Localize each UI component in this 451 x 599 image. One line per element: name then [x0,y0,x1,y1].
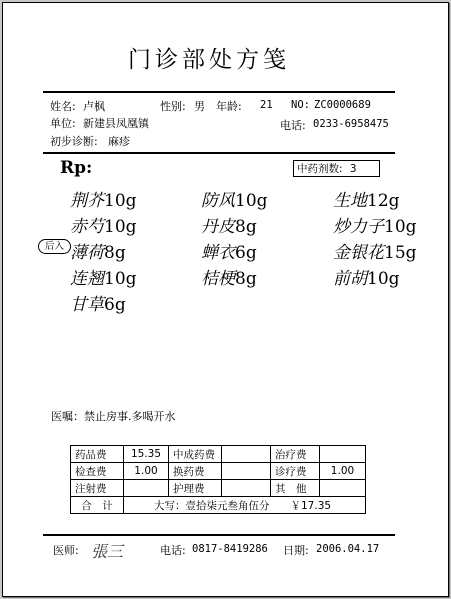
herb-name: 蝉衣 [201,243,235,263]
herb-amount: 10g [235,191,268,211]
herb-amount: 6g [104,295,126,315]
date-label: 日期: [283,544,309,557]
dose-count-value: 3 [349,163,357,175]
herb-item [333,238,417,263]
herb-amount: 8g [235,269,257,289]
fee-label: 检查费 [71,463,124,480]
date: 2006.04.17 [316,543,380,555]
unit-label: 单位: [50,117,76,130]
doctor-label: 医师: [53,544,79,557]
herb-name: 生地 [333,191,367,211]
patient-phone: 0233-6958475 [313,118,389,130]
herb-amount: 8g [104,243,126,263]
herb-name: 甘草 [70,295,104,315]
dose-count-label: 中药剂数: [297,163,343,175]
fee-value [320,480,366,497]
herb-amount: 6g [235,243,257,263]
fee-row [71,463,366,480]
later-add-note: 后入 [38,239,71,254]
fee-row [71,446,366,463]
herb-item [201,186,268,211]
herb-name: 赤芍 [70,217,104,237]
fee-row [71,480,366,497]
herb-item [70,238,126,263]
rp-label: Rp: [60,158,93,178]
herb-name: 金银花 [333,243,384,263]
fee-value [320,446,366,463]
fee-value [222,480,271,497]
age-label: 年龄: [216,100,242,113]
herb-amount: 10g [384,217,417,237]
fee-value [222,463,271,480]
doctor-signature: 張三 [91,542,124,561]
info-rule [43,152,395,154]
herb-amount: 8g [235,217,257,237]
herb-item [333,264,400,289]
fee-label: 护理费 [169,480,222,497]
herb-name: 荆芥 [70,191,104,211]
herb-name: 丹皮 [201,217,235,237]
fee-value [222,446,271,463]
herb-item [201,212,257,237]
page-title: 门诊部处方笺 [128,47,290,73]
doctor-advice: 医嘱：禁止房事.多喝开水 [51,410,176,423]
herb-name: 防风 [201,191,235,211]
footer-phone-label: 电话: [160,544,186,557]
no-label: NO: [291,99,310,111]
record-number: ZC0000689 [314,99,371,111]
patient-gender: 男 [194,100,205,113]
phone-label: 电话: [280,119,306,132]
fee-value: 1.00 [320,463,366,480]
footer-phone: 0817-8419286 [192,543,268,555]
herb-amount: 10g [104,217,137,237]
fee-label: 换药费 [169,463,222,480]
herb-amount: 15g [384,243,417,263]
fee-value [124,480,169,497]
herb-item [70,264,137,289]
fee-value: 1.00 [124,463,169,480]
herb-item [333,212,417,237]
herb-name: 连翘 [70,269,104,289]
herb-amount: 10g [367,269,400,289]
patient-name: 卢枫 [83,100,105,113]
header-rule [43,91,395,93]
herb-item [201,238,257,263]
fee-label: 中成药费 [169,446,222,463]
gender-label: 性别: [160,100,186,113]
fee-value: 15.35 [124,446,169,463]
fee-label: 其 他 [271,480,320,497]
patient-unit: 新建县凤凰镇 [83,117,149,130]
patient-age: 21 [260,99,273,111]
fee-label: 诊疗费 [271,463,320,480]
fee-label: 药品费 [71,446,124,463]
diagnosis-label: 初步诊断: [50,135,98,148]
herb-amount: 12g [367,191,400,211]
fee-total-row [71,497,366,514]
fee-label: 治疗费 [271,446,320,463]
herb-name: 前胡 [333,269,367,289]
total-amount: 大写：壹拾柒元叁角伍分 ￥17.35 [124,497,366,514]
herb-amount: 10g [104,269,137,289]
name-label: 姓名: [50,100,76,113]
fee-label: 注射费 [71,480,124,497]
herb-item [70,212,137,237]
herb-name: 桔梗 [201,269,235,289]
herb-amount: 10g [104,191,137,211]
fee-table [70,445,366,514]
herb-item [70,290,126,315]
diagnosis: 麻疹 [108,135,130,148]
footer-rule [43,534,395,536]
prescription-sheet [2,2,449,597]
herb-name: 薄荷 [70,243,104,263]
herb-item [201,264,257,289]
herb-item [333,186,400,211]
herb-name: 炒力子 [333,217,384,237]
dose-count-box [293,160,380,177]
herb-item [70,186,137,211]
total-label: 合 计 [71,497,124,514]
